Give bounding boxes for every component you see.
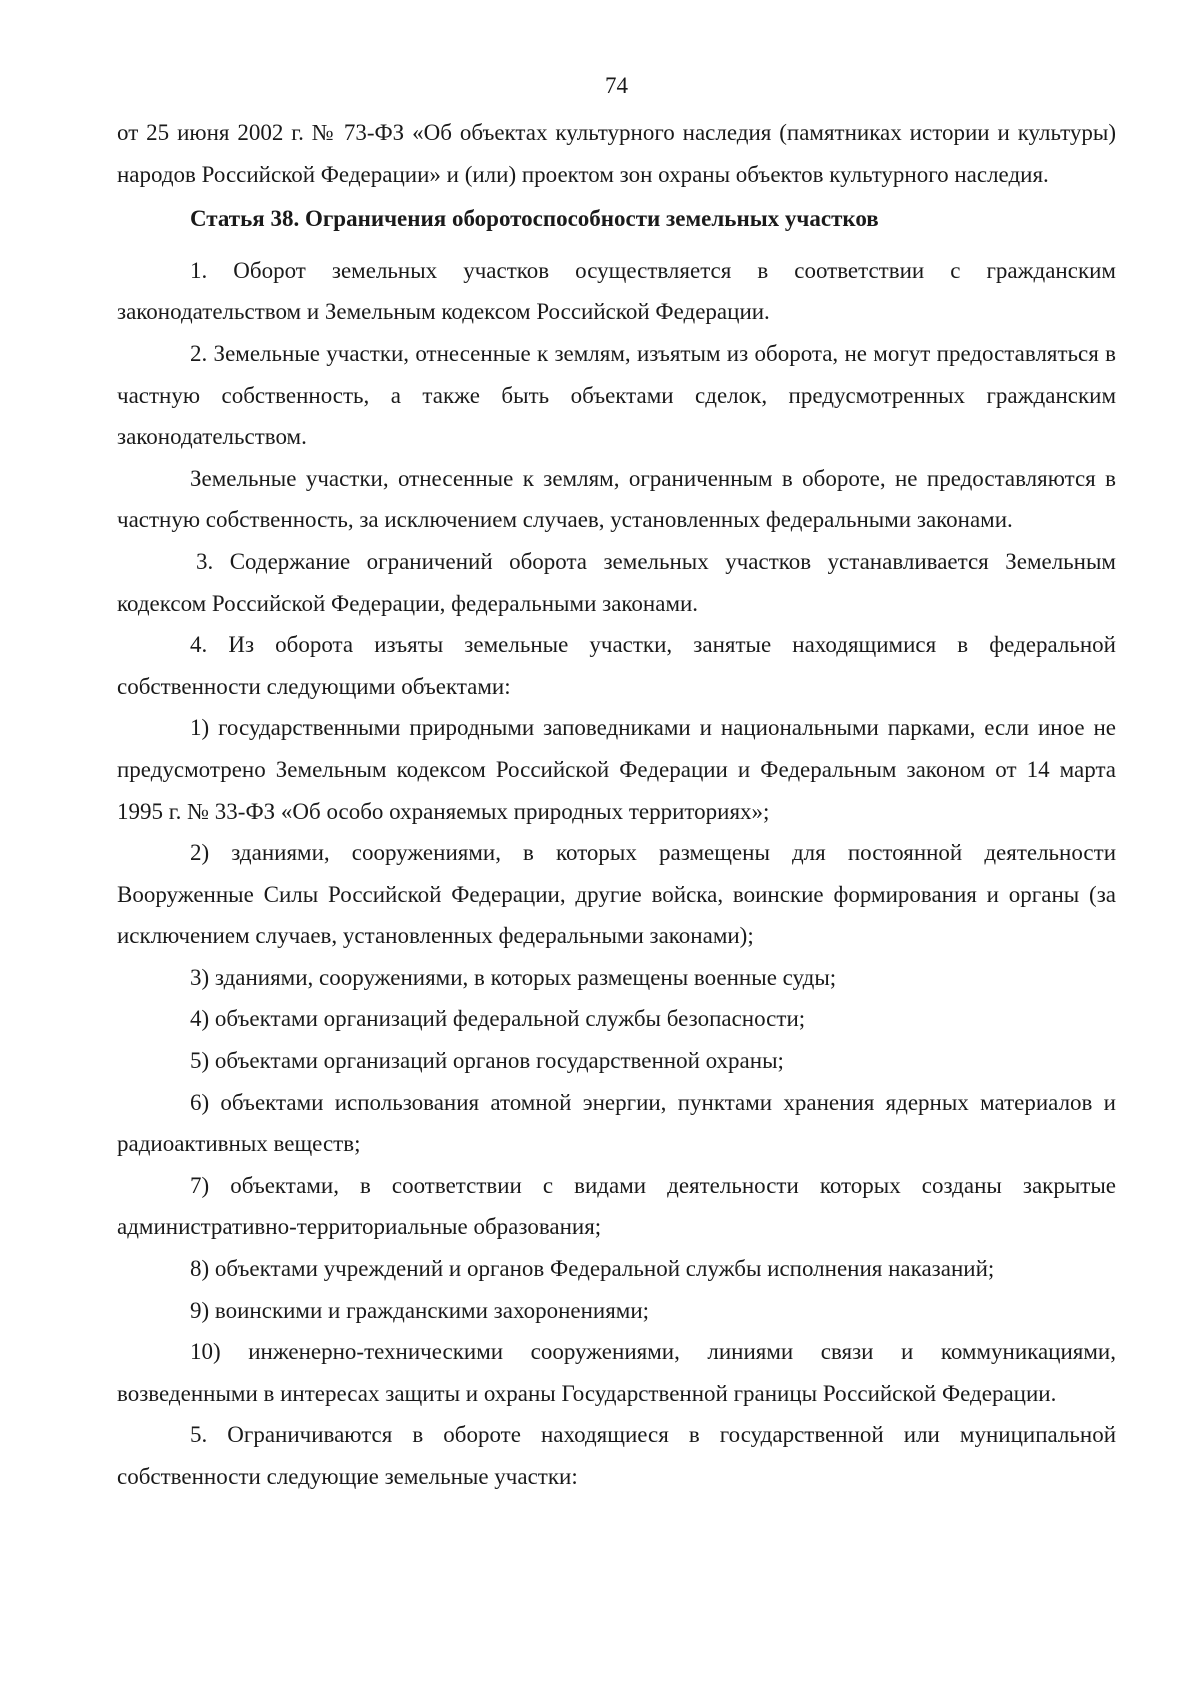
paragraph-item-1: 1. Оборот земельных участков осуществляется в соответствии с гражданским законодательством и Земельным кодексом Российской Федерации. [117, 257, 1116, 325]
paragraph-continuation: от 25 июня 2002 г. № 73-ФЗ «Об объектах культурного наследия (памятниках истории и культуры) народов Российской Федерации» и (или) проектом зон охраны объектов культурного наследия. [117, 120, 1116, 187]
list-item-4: 4) объектами организаций федеральной службы безопасности; [190, 1006, 806, 1032]
document-body [117, 112, 1116, 1498]
list-item-9: 9) воинскими и гражданскими захоронениями; [190, 1297, 650, 1323]
page-number: 74 [605, 73, 628, 98]
paragraph-item-3: 3. Содержание ограничений оборота земельных участков устанавливается Земельным кодексом Российской Федерации, федеральными законами. [117, 548, 1116, 616]
paragraph-item-5: 5. Ограничиваются в обороте находящиеся в государственной или муниципальной собственности следующие земельные участки: [117, 1422, 1116, 1489]
article-heading: Статья 38. Ограничения оборотоспособности земельных участков [190, 206, 879, 232]
list-item-6: 6) объектами использования атомной энергии, пунктами хранения ядерных материалов и радиоактивных веществ; [117, 1089, 1116, 1157]
list-item-8: 8) объектами учреждений и органов Федеральной службы исполнения наказаний; [190, 1256, 995, 1282]
list-item-5: 5) объектами организаций органов государственной охраны; [190, 1048, 784, 1074]
list-item-3: 3) зданиями, сооружениями, в которых размещены военные суды; [190, 964, 837, 990]
paragraph-item-2: 2. Земельные участки, отнесенные к землям, изъятым из оборота, не могут предоставляться в частную собственность, а также быть объектами сделок, предусмотренных гражданским законодательством. [117, 340, 1116, 450]
list-item-1: 1) государственными природными заповедниками и национальными парками, если иное не предусмотрено Земельным кодексом Российской Федерации и Федеральным законом от 14 марта 1995 г. № 33-ФЗ «Об особо охраняемых природных территориях»; [117, 715, 1116, 824]
paragraph-item-4: 4. Из оборота изъяты земельные участки, занятые находящимися в федеральной собственности следующими объектами: [117, 632, 1116, 699]
paragraph-item-2-note: Земельные участки, отнесенные к землям, ограниченным в обороте, не предоставляются в частную собственность, за исключением случаев, установленных федеральными законами. [117, 465, 1116, 533]
list-item-10: 10) инженерно-техническими сооружениями, линиями связи и коммуникациями, возведенными в интересах защиты и охраны Государственной границы Российской Федерации. [117, 1339, 1116, 1406]
list-item-2: 2) зданиями, сооружениями, в которых размещены для постоянной деятельности Вооруженные Силы Российской Федерации, другие войска, воинские формирования и органы (за исключением случаев, установленных федеральными законами); [117, 840, 1116, 949]
list-item-7: 7) объектами, в соответствии с видами деятельности которых созданы закрытые административно-территориальные образования; [117, 1172, 1116, 1240]
